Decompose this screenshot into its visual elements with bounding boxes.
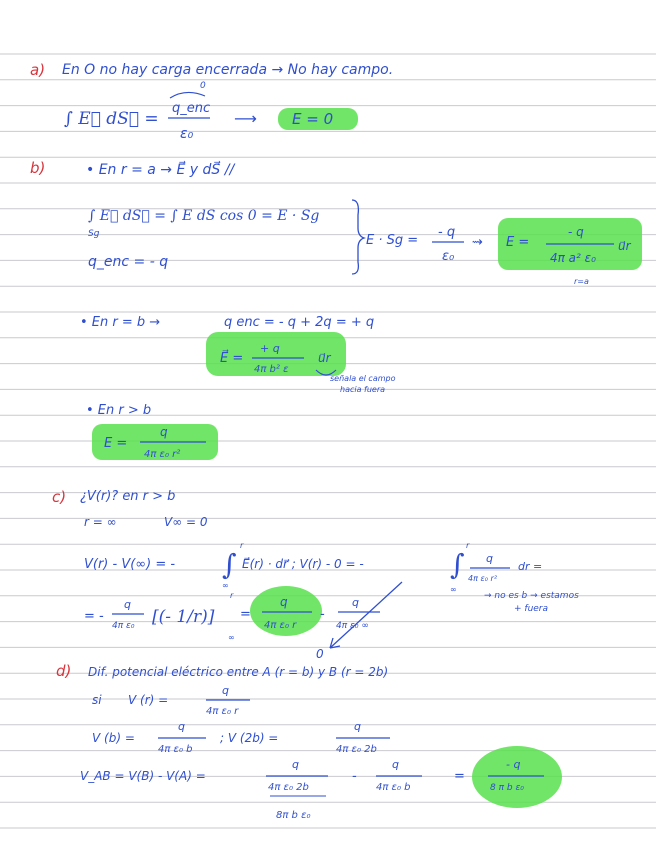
integral-sign-1: ∫ — [222, 548, 237, 581]
vb-num: q — [178, 720, 185, 733]
v2b-lhs: ; V (2b) = — [220, 731, 279, 745]
v-def-lhs: V (r) = — [128, 693, 169, 707]
line2-den2: 4π ε₀ r — [264, 620, 297, 631]
gauss-lhs: ∫ E⃗ dS⃗ = — [64, 109, 159, 129]
result-c-lhs: E = — [104, 436, 128, 451]
gauss-num: q_enc — [172, 101, 211, 116]
es-num: - q — [438, 225, 456, 240]
limit-bottom-2: ∞ — [450, 585, 457, 594]
vab-den1: 4π ε₀ 2b — [268, 782, 309, 793]
v2b-den: 4π ε₀ 2b — [336, 744, 377, 755]
result-e-zero: E = 0 — [292, 110, 334, 128]
line2-num3: q — [352, 596, 359, 609]
v-def-num: q — [222, 684, 229, 697]
result-c-den: 4π ε₀ r² — [144, 449, 181, 460]
line1-dr: dr = — [518, 560, 543, 573]
vab-res-den: 8 π b ε₀ — [490, 783, 524, 793]
limit-top-2: r — [466, 541, 470, 550]
cond-v-inf: V∞ = 0 — [164, 515, 208, 529]
integral-sub: Sg — [88, 229, 100, 239]
part-d-statement: Dif. potencial eléctrico entre A (r = b) y B (r = 2b) — [88, 665, 389, 679]
result-a-num: - q — [568, 225, 584, 239]
part-c — [52, 488, 579, 661]
result-b-num: + q — [260, 342, 280, 355]
part-d-label: d) — [56, 662, 72, 680]
part-b-label: b) — [30, 159, 46, 177]
result-a-unit: u⃗r — [618, 239, 631, 253]
result-b-lhs: E⃗ = — [220, 351, 244, 366]
result-b-unit: u⃗r — [318, 351, 331, 365]
line2-eq: = — [240, 607, 251, 622]
strike-through-arrow — [330, 582, 402, 648]
arrow-a: ⟶ — [234, 109, 257, 128]
line1-num: q — [486, 552, 493, 565]
si-label: si — [92, 693, 102, 707]
result-b-note1: señala el campo — [330, 374, 396, 383]
result-c-num: q — [160, 425, 168, 439]
arrow-b: ⇝ — [472, 235, 483, 250]
vb-lhs: V (b) = — [92, 731, 135, 745]
line2-den3: 4π ε₀ ∞ — [336, 621, 369, 631]
vab-den2: 4π ε₀ b — [376, 782, 411, 793]
line1-int: E⃗(r) · dr⃗ ; V(r) - 0 = - — [242, 557, 364, 571]
vab-eq: = — [454, 769, 465, 784]
gauss-zero-mark: 0 — [200, 81, 206, 91]
es-den: ε₀ — [442, 249, 455, 264]
line2-pre: = - — [84, 609, 104, 624]
integral-sign-2: ∫ — [450, 548, 465, 581]
line1-den: 4π ε₀ r² — [468, 574, 498, 583]
gauss-den: ε₀ — [180, 126, 194, 142]
part-a-label: a) — [30, 61, 46, 79]
result-a-lhs: E = — [506, 235, 530, 250]
part-b-bullet1: • En r = a → E⃗ y dS⃗ // — [86, 162, 235, 178]
line2-num2: q — [280, 595, 288, 609]
line2-num1: q — [124, 598, 131, 611]
vab-under: 8π b ε₀ — [276, 810, 311, 821]
v-def-den: 4π ε₀ r — [206, 706, 239, 717]
vab-res-num: - q — [506, 758, 521, 771]
gauss-overbrace — [170, 92, 205, 98]
limit-bottom-1: ∞ — [222, 581, 229, 590]
highlight-vab — [472, 746, 562, 808]
vab-num2: q — [392, 758, 399, 771]
v2b-num: q — [354, 720, 361, 733]
part-c-label: c) — [52, 488, 67, 506]
part-a-statement: En O no hay carga encerrada → No hay campo. — [62, 62, 394, 78]
system-brace — [352, 200, 364, 274]
qenc-line: q_enc = - q — [88, 254, 169, 270]
vab-lhs: V_AB = V(B) - V(A) = — [80, 769, 206, 783]
bracket-limit-bottom: ∞ — [228, 633, 235, 642]
part-b-bullet3: • En r > b — [86, 403, 152, 418]
qenc-b: q enc = - q + 2q = + q — [224, 315, 375, 330]
part-b-bullet2: • En r = b → — [80, 315, 161, 330]
part-c-question: ¿V(r)? en r > b — [80, 489, 176, 504]
result-b-den: 4π b² ε — [254, 364, 289, 375]
line2-den1: 4π ε₀ — [112, 621, 135, 631]
bracket-limit-top: r — [230, 591, 234, 600]
line1-lhs: V(r) - V(∞) = - — [84, 557, 176, 572]
result-a-note: r=a — [574, 277, 589, 286]
zero-label: 0 — [316, 647, 324, 661]
note-fuera: + fuera — [514, 604, 549, 614]
part-d — [56, 662, 544, 821]
result-a-den: 4π a² ε₀ — [550, 251, 596, 265]
vab-minus: - — [352, 769, 357, 784]
limit-top-1: r — [240, 541, 244, 550]
es-lhs: E · Sg = — [366, 233, 419, 248]
vab-num1: q — [292, 758, 299, 771]
result-b-note2: hacia fuera — [340, 385, 386, 394]
vb-den: 4π ε₀ b — [158, 744, 193, 755]
line2-minus: - — [320, 607, 325, 622]
line2-bracket: [(- 1/r)] — [152, 607, 215, 627]
cond-r-inf: r = ∞ — [84, 515, 117, 529]
note-no-es-b: → no es b → estamos — [484, 591, 579, 601]
surface-integral: ∫ E⃗ dS⃗ = ∫ E dS cos 0 = E · Sg — [88, 208, 320, 224]
